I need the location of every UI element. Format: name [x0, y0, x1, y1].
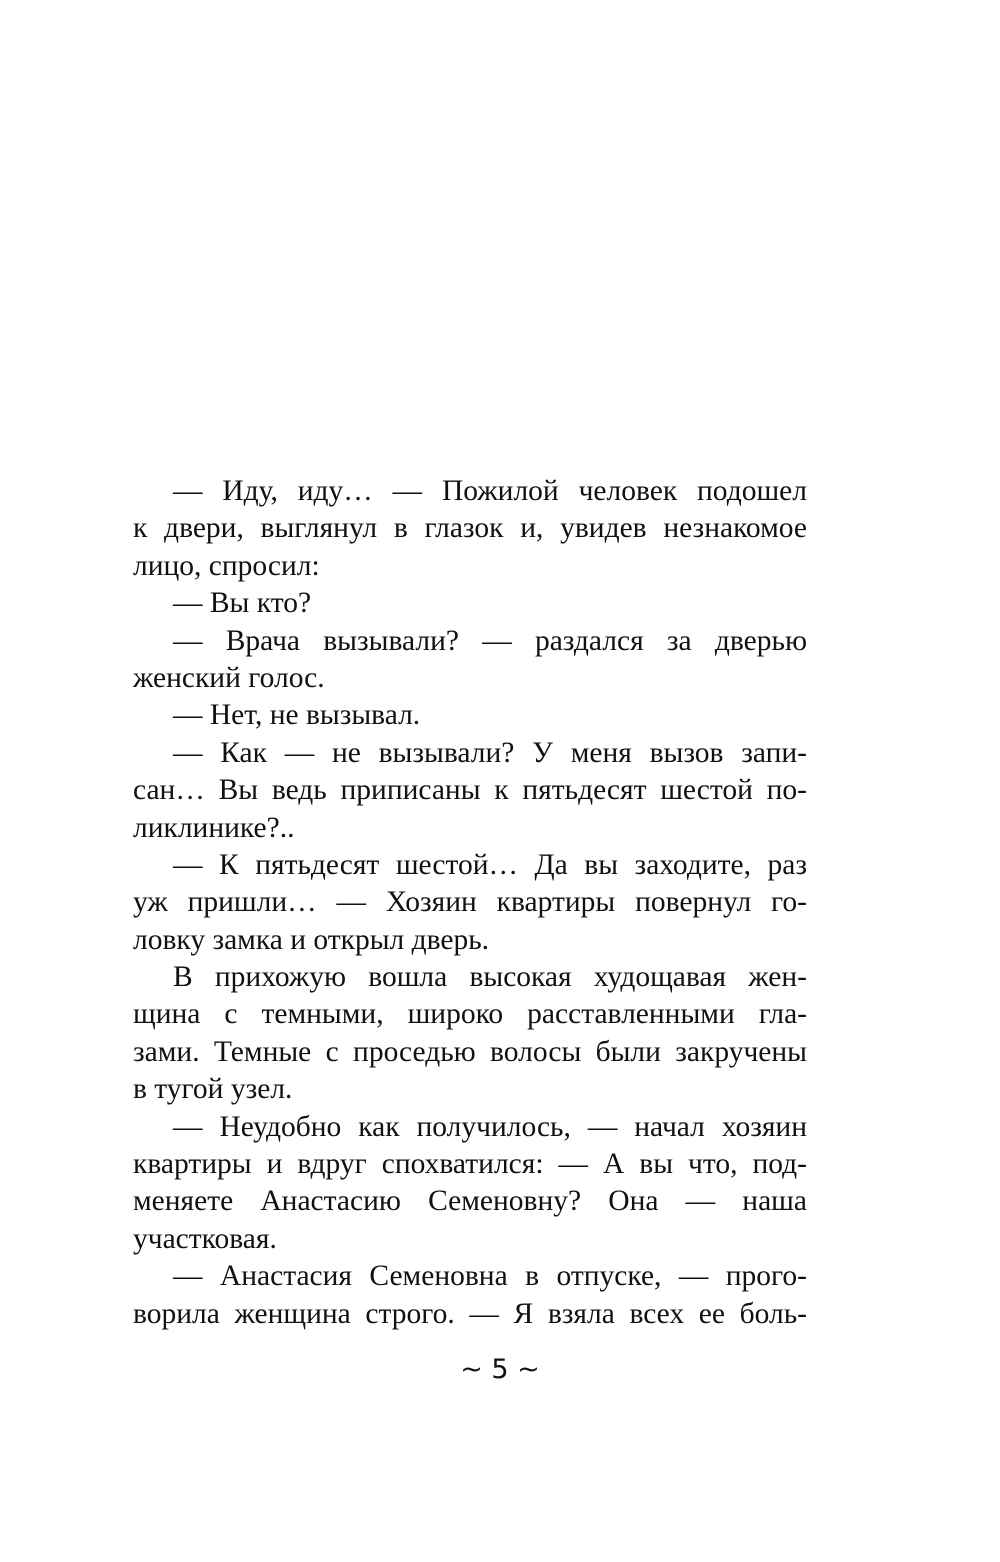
text-line: зами. Темные с проседью волосы были закручены [133, 1035, 807, 1068]
text-line: — Как — не вызывали? У меня вызов запи- [173, 736, 807, 769]
text-line: — К пятьдесят шестой… Да вы заходите, раз [173, 848, 807, 881]
text-line: — Неудобно как получилось, — начал хозяин [173, 1110, 807, 1143]
text-line: к двери, выглянул в глазок и, увидев незнакомое [133, 512, 807, 545]
text-line: щина с темными, широко расставленными гла- [133, 998, 807, 1031]
text-line: квартиры и вдруг спохватился: — А вы что, под- [133, 1148, 807, 1181]
text-line: лицо, спросил: [133, 549, 320, 582]
text-line: — Анастасия Семеновна в отпуске, — прого- [173, 1260, 807, 1293]
text-line: — Врача вызывали? — раздался за дверью [173, 624, 807, 657]
text-line: сан… Вы ведь приписаны к пятьдесят шестой по- [133, 774, 807, 807]
body-text [133, 473, 807, 1333]
text-line: — Нет, не вызывал. [173, 699, 421, 732]
text-line: ворила женщина строго. — Я взяла всех ее боль- [133, 1297, 807, 1330]
text-line: ликлинике?.. [133, 811, 295, 844]
text-line: — Иду, иду… — Пожилой человек подошел [173, 475, 807, 507]
text-line: В прихожую вошла высокая худощавая жен- [173, 961, 807, 994]
text-line: ловку замка и открыл дверь. [133, 923, 490, 956]
text-line: уж пришли… — Хозяин квартиры повернул го- [133, 886, 807, 919]
text-line: меняете Анастасию Семеновну? Она — наша [133, 1185, 807, 1218]
text-line: женский голос. [133, 661, 325, 694]
page-number: ~ 5 ~ [460, 1354, 540, 1385]
text-line: в тугой узел. [133, 1073, 293, 1106]
text-line: участковая. [133, 1222, 277, 1255]
text-line: — Вы кто? [173, 587, 312, 620]
